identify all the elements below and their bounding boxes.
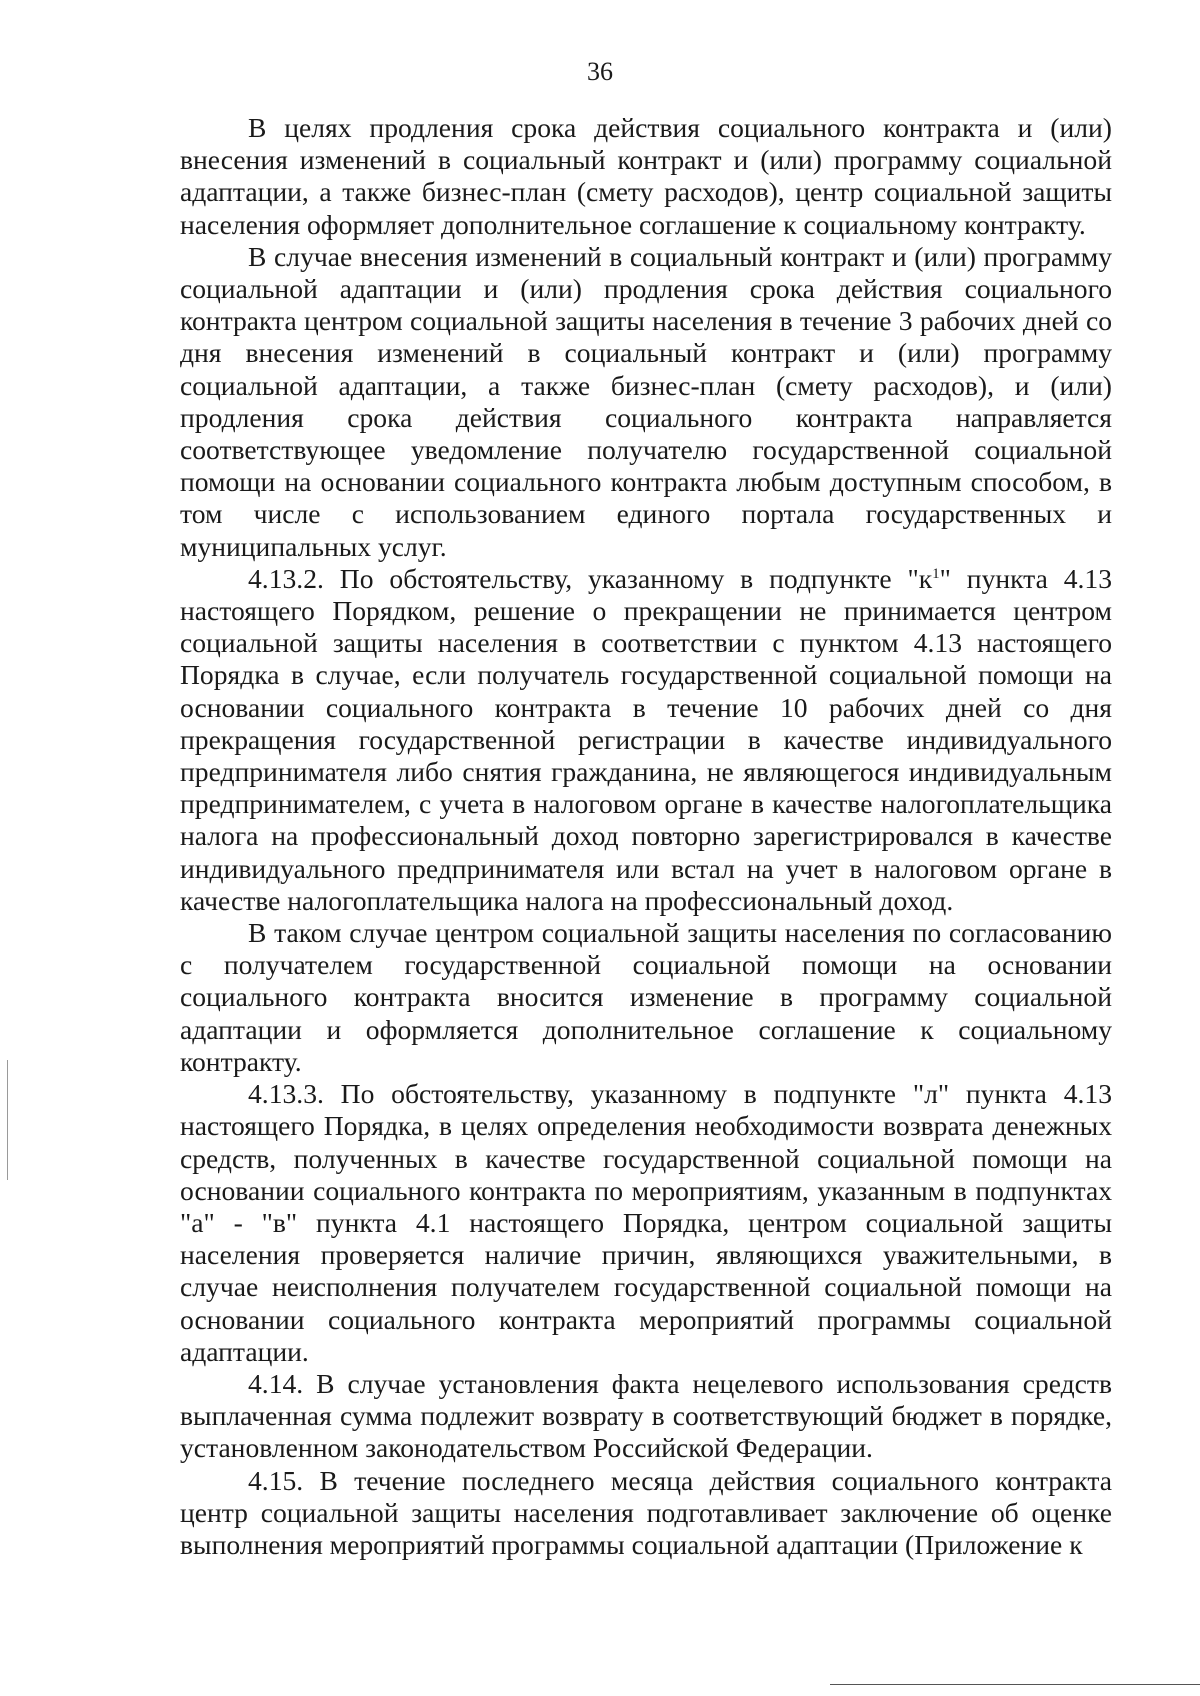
paragraph-extension-agreement: В целях продления срока действия социального контракта и (или) внесения изменений в социальный контракт и (или) программу социальной адаптации, а также бизнес-план (смету расходов), центр социальной защиты населения оформляет дополнительное соглашение к социальному контракту. bbox=[180, 112, 1112, 240]
paragraph-4-13-2 bbox=[180, 563, 1112, 917]
paragraph-4-15: 4.15. В течение последнего месяца действия социального контракта центр социальной защиты населения подготавливает заключение об оценке выполнения мероприятий программы социальной адаптации (Приложение к bbox=[180, 1464, 1112, 1560]
paragraph-4-13-2-text-end: " пункта 4.13 настоящего Порядком, решение о прекращении не принимается центром социальной защиты населения в соответствии с пунктом 4.13 настоящего Порядка в случае, если получатель государственной социальной помощи на основании социального контракта в течение 10 рабочих дней со дня прекращения государственной регистрации в качестве индивидуального предпринимателя либо снятия гражданина, не являющегося индивидуальным предпринимателем, с учета в налоговом органе в качестве налогоплательщика налога на профессиональный доход повторно зарегистрировался в качестве индивидуального предпринимателя или встал на учет в налоговом органе в качестве налогоплательщика налога на профессиональный доход. bbox=[180, 562, 1112, 916]
scan-bottom-line bbox=[830, 1684, 1200, 1685]
paragraph-program-change: В таком случае центром социальной защиты населения по согласованию с получателем государственной социальной помощи на основании социального контракта вносится изменение в программу социальной адаптации и оформляется дополнительное соглашение к социальному контракту. bbox=[180, 917, 1112, 1077]
paragraph-4-14: 4.14. В случае установления факта нецелевого использования средств выплаченная сумма подлежит возврату в соответствующий бюджет в порядке, установленном законодательством Российской Федерации. bbox=[180, 1367, 1112, 1464]
scan-edge-mark bbox=[7, 1060, 8, 1180]
superscript-one: 1 bbox=[932, 565, 940, 582]
paragraph-4-13-3: 4.13.3. По обстоятельству, указанному в подпункте "л" пункта 4.13 настоящего Порядка, в целях определения необходимости возврата денежных средств, полученных в качестве государственной социальной помощи на основании социального контракта по мероприятиям, указанным в подпунктах "а" - "в" пункта 4.1 настоящего Порядка, центром социальной защиты населения проверяется наличие причин, являющихся уважительными, в случае неисполнения получателем государственной социальной помощи на основании социального контракта мероприятий программы социальной адаптации. bbox=[180, 1078, 1112, 1367]
page-number: 36 bbox=[587, 57, 613, 86]
document-body bbox=[180, 112, 1112, 1561]
paragraph-4-13-2-text-start: 4.13.2. По обстоятельству, указанному в подпункте "к bbox=[248, 562, 933, 594]
paragraph-change-notification: В случае внесения изменений в социальный контракт и (или) программу социальной адаптации и (или) продления срока действия социального контракта центром социальной защиты населения в течение 3 рабочих дней со дня внесения изменений в социальный контракт и (или) программу социальной адаптации, а также бизнес-план (смету расходов), и (или) продления срока действия социального контракта направляется соответствующее уведомление получателю государственной социальной помощи на основании социального контракта любым доступным способом, в том числе с использованием единого портала государственных и муниципальных услуг. bbox=[180, 240, 1112, 562]
